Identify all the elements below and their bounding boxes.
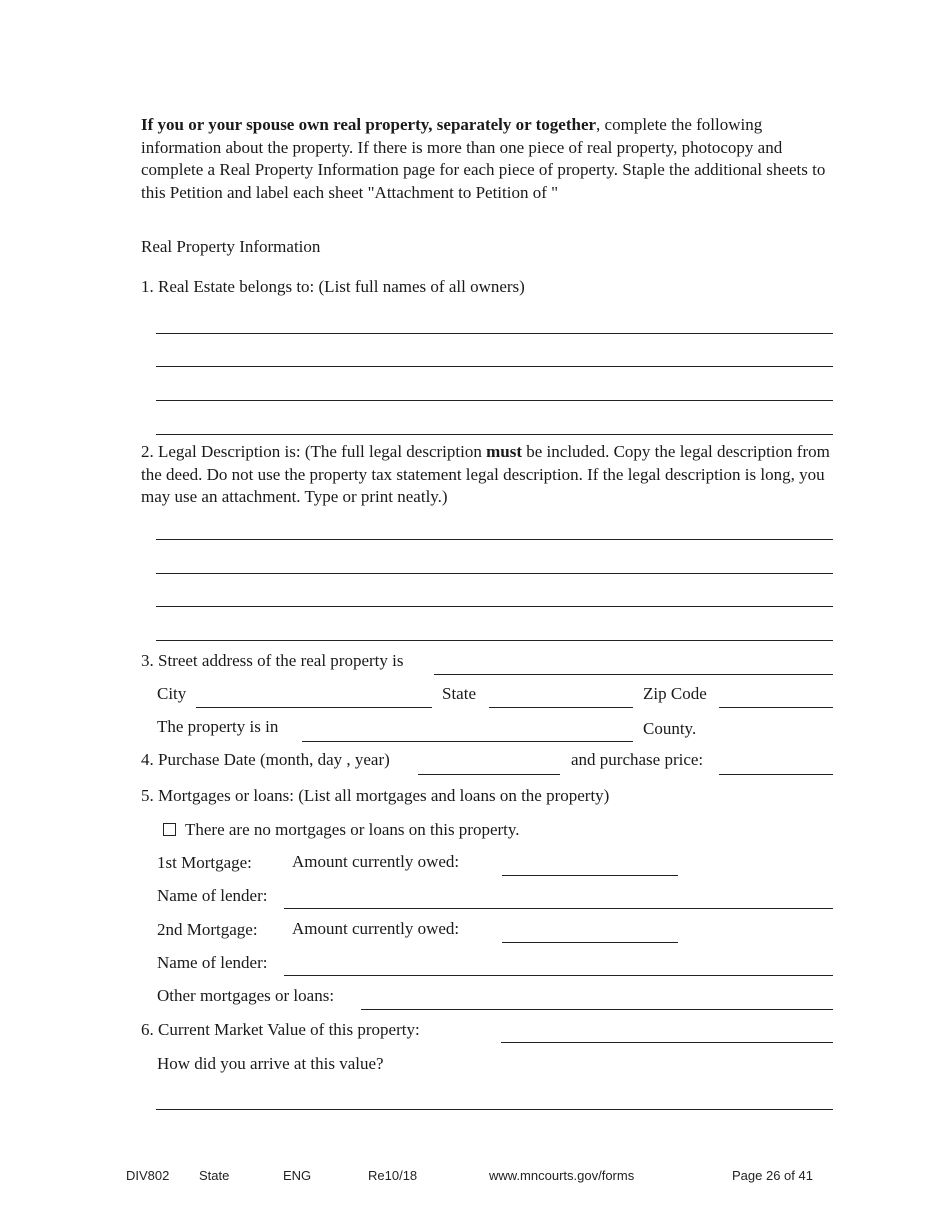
owners-line-1[interactable] (156, 333, 833, 334)
purchase-price-field[interactable] (719, 774, 833, 775)
footer-language: ENG (283, 1168, 312, 1183)
owners-line-2[interactable] (156, 366, 833, 367)
owners-line-4[interactable] (156, 434, 833, 435)
market-value-field[interactable] (501, 1042, 833, 1043)
q2-after: be included. Copy the legal description from the deed. Do not use the property tax statement legal description. If the legal description is long, you may use an attachment. Type or print neatly.) (141, 442, 830, 506)
purchase-price-label: and purchase price: (571, 750, 704, 769)
q2-before: 2. Legal Description is: (The full legal description (141, 442, 487, 461)
first-lender-label: Name of lender: (157, 886, 268, 905)
footer-revision: Re10/18 (368, 1168, 418, 1183)
footer-url[interactable]: www.mncourts.gov/forms (489, 1168, 635, 1183)
legal-line-2[interactable] (156, 573, 833, 574)
second-owed-label: Amount currently owed: (292, 919, 460, 938)
legal-line-4[interactable] (156, 640, 833, 641)
first-mortgage-label: 1st Mortgage: (157, 853, 252, 872)
street-address-field[interactable] (434, 674, 833, 675)
q2-paragraph (141, 441, 831, 509)
county-prefix-label: The property is in (157, 717, 279, 736)
second-owed-field[interactable] (502, 942, 678, 943)
value-method-label: How did you arrive at this value? (157, 1054, 384, 1073)
first-lender-field[interactable] (284, 908, 833, 909)
no-mortgage-checkbox[interactable] (163, 823, 176, 836)
second-lender-field[interactable] (284, 975, 833, 976)
county-field[interactable] (302, 741, 633, 742)
value-method-field[interactable] (156, 1109, 833, 1110)
county-suffix-label: County. (643, 719, 697, 738)
city-field[interactable] (196, 707, 432, 708)
q4-label: 4. Purchase Date (month, day , year) (141, 750, 390, 769)
q1-label: 1. Real Estate belongs to: (List full names of all owners) (141, 277, 525, 296)
second-mortgage-label: 2nd Mortgage: (157, 920, 258, 939)
city-label: City (157, 684, 187, 703)
zip-field[interactable] (719, 707, 833, 708)
q6-label: 6. Current Market Value of this property: (141, 1020, 420, 1039)
no-mortgage-label: There are no mortgages or loans on this property. (185, 820, 520, 839)
q5-label: 5. Mortgages or loans: (List all mortgages and loans on the property) (141, 786, 610, 805)
other-loans-label: Other mortgages or loans: (157, 986, 335, 1005)
zip-label: Zip Code (643, 684, 707, 703)
intro-bold: If you or your spouse own real property, separately or together (141, 115, 597, 134)
other-loans-field[interactable] (361, 1009, 833, 1010)
q2-bold: must (486, 442, 523, 461)
state-label: State (442, 684, 476, 703)
purchase-date-field[interactable] (418, 774, 560, 775)
footer-state: State (199, 1168, 230, 1183)
owners-line-3[interactable] (156, 400, 833, 401)
first-owed-field[interactable] (502, 875, 678, 876)
footer-page-number: Page 26 of 41 (732, 1168, 813, 1183)
state-field[interactable] (489, 707, 633, 708)
footer-form-id: DIV802 (126, 1168, 170, 1183)
intro-rest: , complete the following information about the property. If there is more than one piece of real property, photocopy and complete a Real Property Information page for each piece of property. Staple the additional sheets to this Petition and label each sheet "Attachment to Petition of " (141, 115, 826, 202)
second-lender-label: Name of lender: (157, 953, 268, 972)
legal-line-3[interactable] (156, 606, 833, 607)
q3-label: 3. Street address of the real property is (141, 651, 404, 670)
intro-paragraph (141, 114, 831, 204)
section-title: Real Property Information (141, 237, 321, 256)
first-owed-label: Amount currently owed: (292, 852, 460, 871)
legal-line-1[interactable] (156, 539, 833, 540)
